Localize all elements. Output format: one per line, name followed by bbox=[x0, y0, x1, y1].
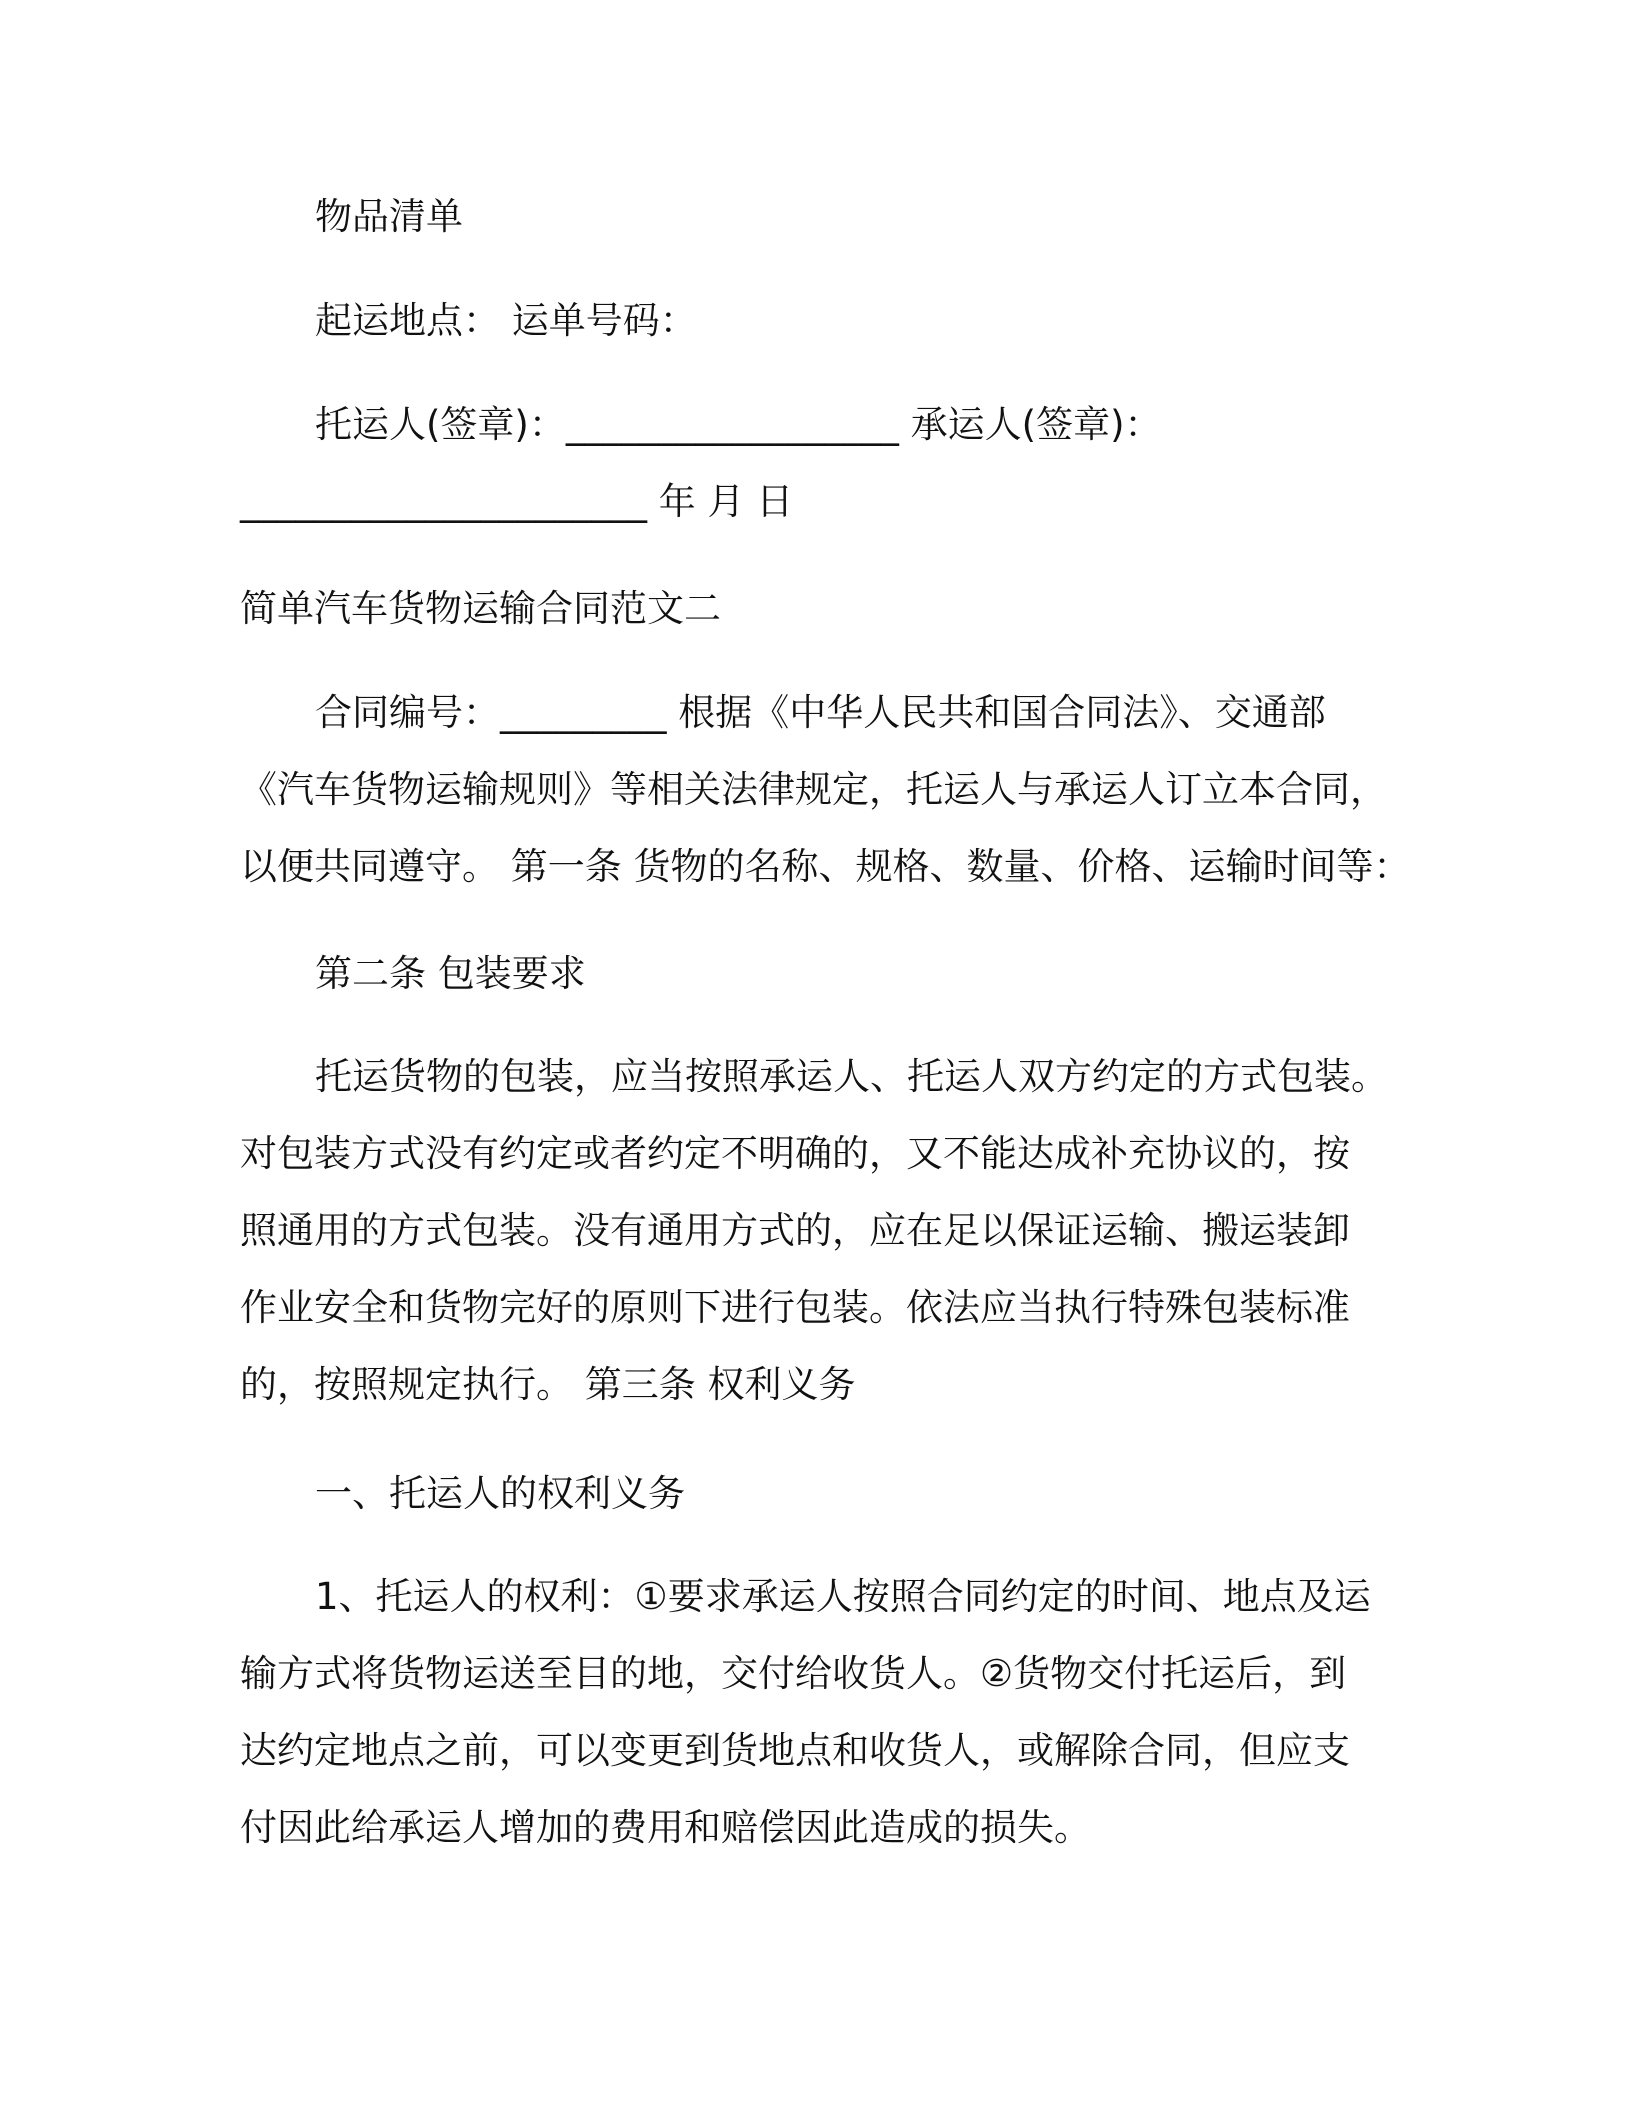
contract-para-line: 以便共同遵守。 第一条 货物的名称、规格、数量、价格、运输时间等： bbox=[240, 845, 1411, 888]
signature-line-date: ______________________ 年 月 日 bbox=[240, 480, 794, 523]
contract-para-line: 合同编号：_________ 根据《中华人民共和国合同法》、交通部 bbox=[315, 691, 1326, 734]
contract-paragraph bbox=[240, 674, 1411, 905]
shipping-info-line bbox=[240, 282, 1390, 359]
packaging-para-line: 托运货物的包装，应当按照承运人、托运人双方约定的方式包装。 bbox=[315, 1055, 1388, 1098]
section-title bbox=[240, 570, 1390, 647]
packaging-para-line: 对包装方式没有约定或者约定不明确的，又不能达成补充协议的，按 bbox=[240, 1132, 1350, 1175]
subsection-title-text: 一、托运人的权利义务 bbox=[315, 1472, 685, 1515]
packaging-para-line: 照通用的方式包装。没有通用方式的，应在足以保证运输、搬运装卸 bbox=[240, 1209, 1350, 1252]
rights-para-line: 1、托运人的权利：①要求承运人按照合同约定的时间、地点及运 bbox=[315, 1575, 1371, 1618]
packaging-paragraph bbox=[240, 1038, 1390, 1423]
packaging-para-line: 的，按照规定执行。 第三条 权利义务 bbox=[240, 1363, 856, 1406]
signature-line-shipper-carrier: 托运人(签章)：__________________ 承运人(签章)： bbox=[315, 403, 1162, 446]
rights-para-line: 输方式将货物运送至目的地，交付给收货人。②货物交付托运后，到 bbox=[240, 1652, 1347, 1695]
article-two-title-text: 第二条 包装要求 bbox=[315, 952, 586, 995]
rights-paragraph bbox=[240, 1558, 1390, 1866]
signature-block bbox=[240, 386, 1390, 540]
item-list-heading-text: 物品清单 bbox=[315, 195, 463, 238]
shipping-info-text: 起运地点： 运单号码： bbox=[315, 299, 697, 342]
item-list-heading bbox=[240, 178, 1390, 255]
article-two-title bbox=[240, 935, 1390, 1012]
section-title-text: 简单汽车货物运输合同范文二 bbox=[240, 587, 721, 630]
rights-para-line: 付因此给承运人增加的费用和赔偿因此造成的损失。 bbox=[240, 1806, 1091, 1849]
packaging-para-line: 作业安全和货物完好的原则下进行包装。依法应当执行特殊包装标准 bbox=[240, 1286, 1350, 1329]
contract-para-line: 《汽车货物运输规则》等相关法律规定，托运人与承运人订立本合同， bbox=[240, 768, 1387, 811]
subsection-title bbox=[240, 1455, 1390, 1532]
rights-para-line: 达约定地点之前，可以变更到货地点和收货人，或解除合同，但应支 bbox=[240, 1729, 1350, 1772]
